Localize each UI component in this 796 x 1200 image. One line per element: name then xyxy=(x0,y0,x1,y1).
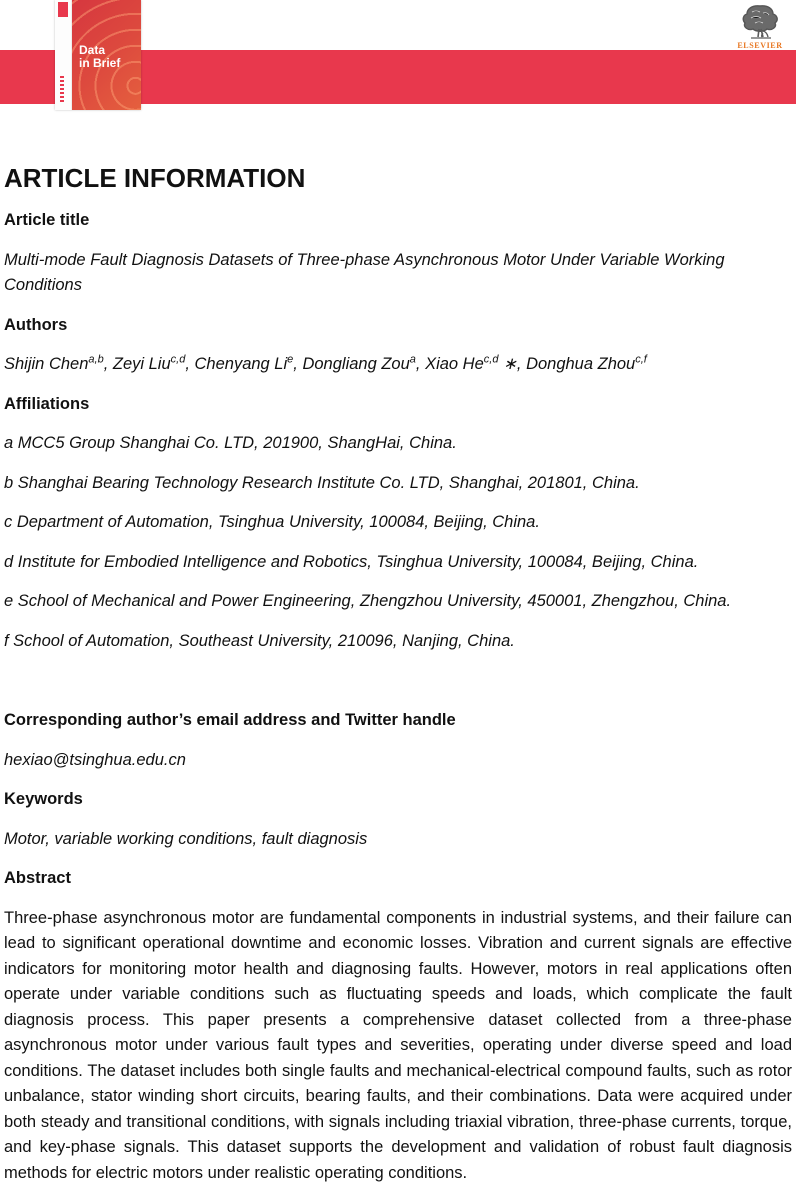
affiliation-item: b Shanghai Bearing Technology Research Institute Co. LTD, Shanghai, 201801, China. xyxy=(4,473,640,492)
cover-title xyxy=(79,44,120,70)
affiliation-item: d Institute for Embodied Intelligence and Robotics, Tsinghua University, 100084, Beijing, China. xyxy=(4,552,699,571)
article-information-section xyxy=(0,162,796,1186)
template-label: Article template xyxy=(551,107,744,138)
cover-face xyxy=(72,0,141,110)
affiliation-item: c Department of Automation, Tsinghua University, 100084, Beijing, China. xyxy=(4,513,540,531)
elsevier-tree-icon xyxy=(739,4,781,40)
keywords-text: Motor, variable working conditions, fault diagnosis xyxy=(4,829,368,848)
affiliations-label: Affiliations xyxy=(4,394,90,413)
abstract-text: Three-phase asynchronous motor are fundamental components in industrial systems, and their failure can lead to significant operational downtime and economic losses. Vibration and current signals are effective indicators for monitoring motor health and diagnosing faults. However, motors in real applications often operate under variable conditions such as fluctuating speeds and loads, which complicate the fault diagnosis process. This paper presents a comprehensive dataset collected from a three-phase asynchronous motor under various fault types and severities, operating under diverse speed and load conditions. The dataset includes both single faults and mechanical-electrical compound faults, such as rotor unbalance, stator winding short circuits, bearing faults, and their combinations. Data were acquired under both steady and transitional conditions, with signals including triaxial vibration, three-phase currents, torque, and key-phase signals. This dataset supports the development and validation of robust fault diagnosis methods for electric motors under realistic operating conditions. xyxy=(4,908,792,1182)
affiliation-item: e School of Mechanical and Power Engineering, Zhengzhou University, 450001, Zhengzhou, China. xyxy=(4,592,732,610)
keywords-label: Keywords xyxy=(4,790,83,808)
journal-subtitle: Open access xyxy=(148,135,241,152)
authors-label: Authors xyxy=(4,315,68,334)
corresponding-label: Corresponding author’s email address and Twitter handle xyxy=(4,711,456,729)
abstract-label: Abstract xyxy=(4,869,71,887)
journal-cover-thumbnail xyxy=(55,0,141,110)
cover-title-line1: Data xyxy=(79,43,106,57)
authors-line: Shijin Chen$^{a,b}$, Zeyi Liu$^{c,d}$, Chenyang Li$^e$, Dongliang Zou$^a$, Xiao He$^{c,d}$ ∗, Donghua Zhou$^{c,f}$ xyxy=(4,353,647,373)
article-title-label: Article title xyxy=(4,211,90,229)
journal-title: Data in Brief xyxy=(147,103,313,133)
elsevier-logo xyxy=(733,4,787,50)
article-title: Multi-mode Fault Diagnosis Datasets of Three-phase Asynchronous Motor Under Variable Working Conditions xyxy=(4,250,725,294)
cover-spine-bottom-mark xyxy=(60,76,64,102)
section-heading: ARTICLE INFORMATION xyxy=(4,163,306,193)
corresponding-email: hexiao@tsinghua.edu.cn xyxy=(4,750,186,769)
header xyxy=(0,0,796,152)
cover-spine xyxy=(55,0,72,110)
elsevier-wordmark: ELSEVIER xyxy=(737,41,783,50)
cover-spine-top-mark xyxy=(58,2,68,17)
affiliation-item: a MCC5 Group Shanghai Co. LTD, 201900, ShangHai, China. xyxy=(4,434,457,452)
affiliation-item: f School of Automation, Southeast University, 210096, Nanjing, China. xyxy=(4,631,515,650)
cover-title-line2: in Brief xyxy=(79,56,121,70)
